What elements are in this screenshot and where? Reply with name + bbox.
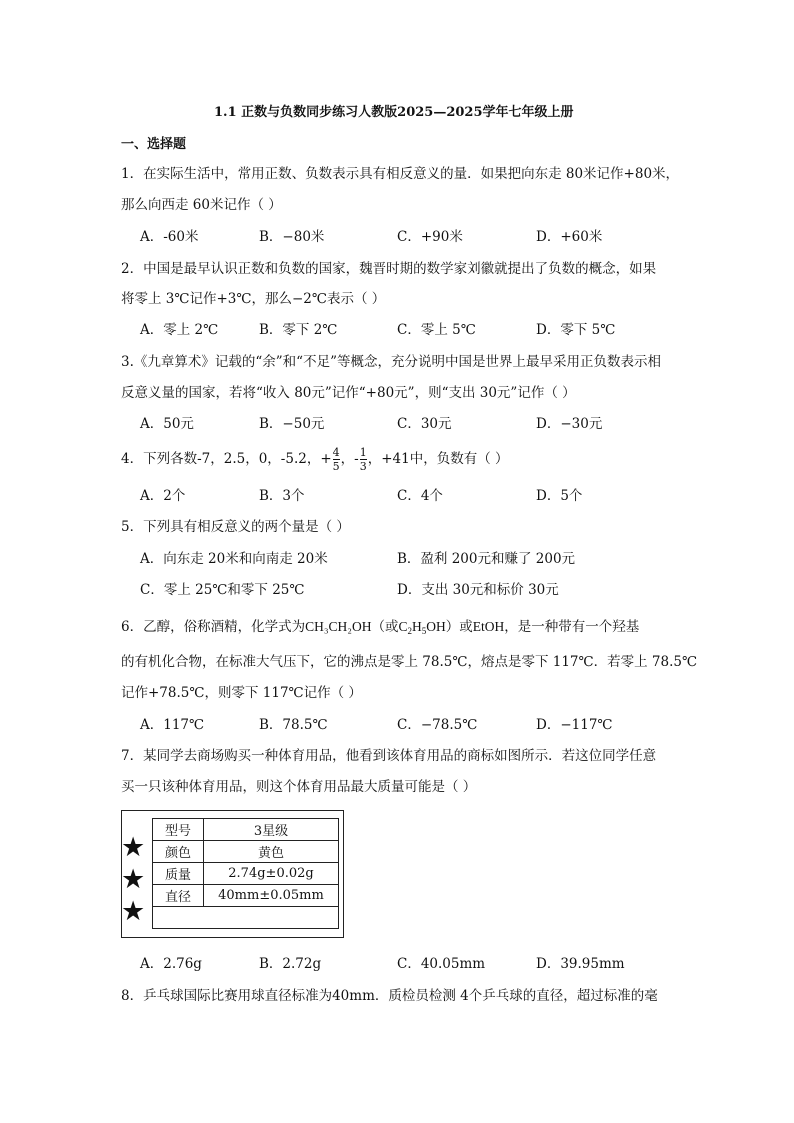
fraction-numerator: 1: [359, 445, 367, 459]
question-7-option-a: A．2.76g: [140, 956, 202, 972]
question-4-option-b: B．3个: [259, 488, 305, 504]
fraction-denominator: 3: [359, 459, 367, 473]
table-cell-empty: [153, 907, 339, 929]
formula-subscript: 2: [407, 626, 413, 636]
formula-part: H: [412, 619, 422, 634]
question-7-option-c: C．40.05mm: [397, 956, 486, 972]
question-6-text-2: （或: [371, 619, 399, 635]
table-cell: 颜色: [153, 841, 204, 863]
question-2-stem-line-2: 将零上 3℃记作+3℃，那么−2℃表示（ ）: [121, 291, 386, 307]
question-7-option-d: D．39.95mm: [536, 956, 625, 972]
star-icon: ★: [121, 832, 146, 863]
table-cell: 黄色: [204, 841, 339, 863]
table-cell: 40mm±0.05mm: [204, 885, 339, 907]
question-1-option-b: B．−80米: [259, 229, 325, 245]
fraction-four-fifths: [333, 447, 340, 472]
question-3-option-c: C．30元: [397, 416, 452, 432]
question-1-option-d: D．+60米: [536, 229, 603, 245]
star-icon: ★: [121, 864, 146, 895]
question-5-option-b: B．盈利 200元和赚了 200元: [397, 551, 576, 567]
chemical-formula-1: CH₃CH₂OH: [305, 619, 372, 634]
star-icon: ★: [121, 896, 146, 927]
table-row: [153, 907, 339, 929]
chemical-formula-2: [399, 619, 446, 634]
question-4-stem-before: 4．下列各数-7，2.5，0，-5.2，+: [121, 451, 332, 467]
question-6-text-4: ，是一种带有一个羟基: [504, 619, 640, 635]
question-2-option-b: B．零下 2℃: [259, 322, 338, 338]
table-cell: 型号: [153, 819, 204, 841]
product-label-table: [152, 818, 339, 929]
question-5-option-a: A．向东走 20米和向南走 20米: [140, 551, 328, 567]
question-4-option-c: C．4个: [397, 488, 443, 504]
question-6-text-3: ）或: [445, 619, 473, 635]
fraction-denominator: 5: [332, 459, 340, 473]
table-row: [153, 841, 339, 863]
question-4-option-d: D．5个: [536, 488, 583, 504]
question-2-option-c: C．零上 5℃: [397, 322, 476, 338]
question-4-stem-after: ，+41中，负数有（ ）: [367, 451, 509, 467]
question-8-stem-line-1: 8．乒乓球国际比赛用球直径标准为40mm．质检员检测 4个乒乓球的直径，超过标准的毫: [121, 988, 658, 1004]
question-6-option-c: C．−78.5℃: [397, 717, 478, 733]
question-4-stem-mid: ，-: [340, 451, 359, 467]
question-6-stem-line-2: 的有机化合物，在标准大气压下，它的沸点是零上 78.5℃，熔点是零下 117℃．若零上 78.5℃: [121, 654, 698, 670]
question-6-stem-line-1: [121, 620, 639, 636]
formula-subscript: 5: [421, 626, 427, 636]
question-6-option-d: D．−117℃: [536, 717, 613, 733]
question-5-stem: 5．下列具有相反意义的两个量是（ ）: [121, 519, 350, 535]
table-row: [153, 885, 339, 907]
fraction-numerator: 4: [332, 445, 340, 459]
formula-part: OH: [426, 619, 446, 634]
question-6-option-b: B．78.5℃: [259, 717, 328, 733]
formula-part: C: [398, 619, 408, 634]
question-3-stem-line-2: 反意义量的国家，若将“收入 80元”记作“+80元”，则“支出 30元”记作（ ）: [121, 385, 576, 401]
question-1-option-c: C．+90米: [397, 229, 463, 245]
table-cell: 2.74g±0.02g: [204, 863, 339, 885]
table-row: [153, 863, 339, 885]
chemical-formula-3: EtOH: [472, 619, 505, 634]
question-1-stem-line-2: 那么向西走 60米记作（ ）: [121, 197, 282, 213]
question-3-option-b: B．−50元: [259, 416, 325, 432]
question-1-option-a: A．-60米: [140, 229, 199, 245]
table-cell: 直径: [153, 885, 204, 907]
question-2-stem-line-1: 2．中国是最早认识正数和负数的国家，魏晋时期的数学家刘徽就提出了负数的概念，如果: [121, 261, 657, 277]
question-2-option-d: D．零下 5℃: [536, 322, 616, 338]
question-2-option-a: A．零上 2℃: [140, 322, 219, 338]
table-cell: 3星级: [204, 819, 339, 841]
document-title: 1.1 正数与负数同步练习人教版2025—2025学年七年级上册: [214, 105, 574, 120]
fraction-one-third: [360, 447, 367, 472]
question-3-stem-line-1: 3.《九章算术》记载的“余”和“不足”等概念，充分说明中国是世界上最早采用正负数表示相: [121, 354, 661, 370]
table-cell: 质量: [153, 863, 204, 885]
question-3-option-a: A．50元: [140, 416, 194, 432]
question-7-stem-line-1: 7．某同学去商场购买一种体育用品，他看到该体育用品的商标如图所示．若这位同学任意: [121, 748, 657, 764]
question-6-option-a: A．117℃: [140, 717, 205, 733]
table-row: [153, 819, 339, 841]
question-7-option-b: B．2.72g: [259, 956, 322, 972]
question-7-stem-line-2: 买一只该种体育用品，则这个体育用品最大质量可能是（ ）: [121, 779, 477, 795]
question-6-stem-line-3: 记作+78.5℃，则零下 117℃记作（ ）: [121, 685, 362, 701]
question-6-text-1: 6．乙醇，俗称酒精，化学式为: [121, 619, 306, 635]
question-1-stem-line-1: 1．在实际生活中，常用正数、负数表示具有相反意义的量．如果把向东走 80米记作+80米，: [121, 166, 680, 182]
question-5-option-d: D．支出 30元和标价 30元: [397, 582, 559, 598]
question-3-option-d: D．−30元: [536, 416, 603, 432]
question-4-stem: [121, 443, 508, 475]
section-heading: 一、选择题: [121, 137, 187, 152]
question-4-option-a: A．2个: [140, 488, 186, 504]
question-5-option-c: C．零上 25℃和零下 25℃: [140, 582, 305, 598]
